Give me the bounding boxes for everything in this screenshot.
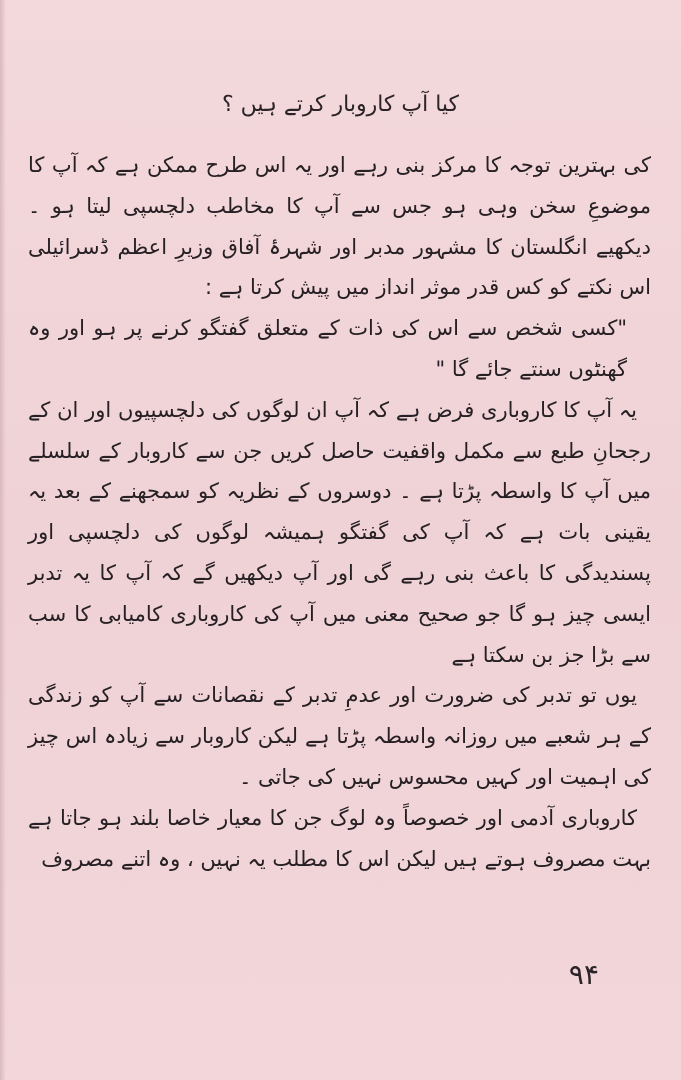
paragraph-2: یہ آپ کا کاروباری فرض ہے کہ آپ ان لوگوں کی دلچسپیوں اور ان کے رجحانِ طبع سے مکمل واقفیت حاصل کریں جن سے کاروبار کے سلسلے میں آپ کا واسطہ پڑتا ہے ۔ دوسروں کے نظریہ کو سمجھنے کے بعد یہ یقینی بات ہے کہ آپ کی گفتگو ہمیشہ لوگوں کی دلچسپی اور پسندیدگی کا باعث بنی رہے گی اور آپ دیکھیں گے کہ آپ کا یہ تدبر ایسی چیز ہو گا جو صحیح معنی میں آپ کی کاروباری کامیابی کا سب سے بڑا جز بن سکتا ہے (28, 397, 651, 667)
page-heading: کیا آپ کاروبار کرتے ہیں ؟ (221, 92, 460, 117)
paragraph-4: کاروباری آدمی اور خصوصاً وہ لوگ جن کا معیار خاصا بلند ہو جاتا ہے بہت مصروف ہوتے ہیں لیکن اس کا مطلب یہ نہیں ، وہ اتنے مصروف (28, 805, 651, 871)
page-body (28, 145, 651, 879)
quote-paragraph: "کسی شخص سے اس کی ذات کے متعلق گفتگو کرنے پر ہو اور وہ گھنٹوں سنتے جائے گا " (28, 316, 627, 381)
page-number: ۹۴ (568, 958, 599, 991)
paragraph-1: کی بہترین توجہ کا مرکز بنی رہے اور یہ اس طرح ممکن ہے کہ آپ کا موضوعِ سخن وہی ہو جس سے آپ کا مخاطب دلچسپی لیتا ہو ۔ دیکھیے انگلستان کا مشہور مدبر اور شہرۂ آفاق وزیرِ اعظم ڈسرائیلی اس نکتے کو کس قدر موثر انداز میں پیش کرتا ہے : (28, 153, 651, 300)
paragraph-3: یوں تو تدبر کی ضرورت اور عدمِ تدبر کے نقصانات سے آپ کو زندگی کے ہر شعبے میں روزانہ واسطہ پڑتا ہے لیکن کاروبار سے زیادہ اس چیز کی اہمیت اور کہیں محسوس نہیں کی جاتی ۔ (28, 683, 651, 789)
